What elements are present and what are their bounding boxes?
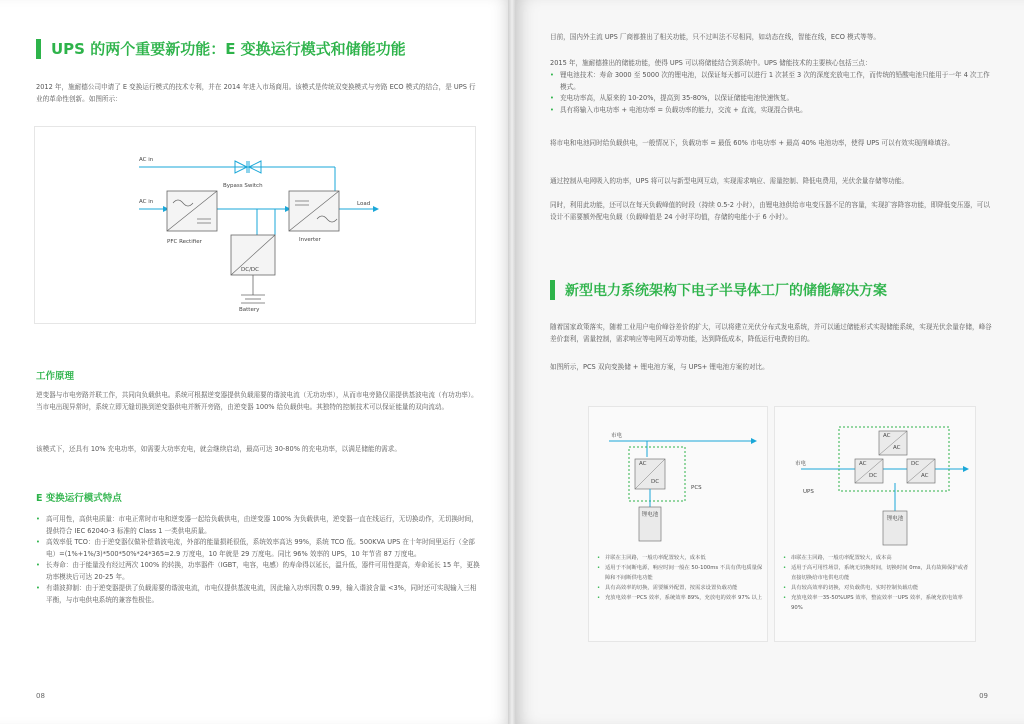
list-item: • 充放电效率一PCS 效率，系统效率 89%，充放电的效率 97% 以上 bbox=[597, 593, 763, 603]
right-page bbox=[512, 0, 1024, 724]
right-intro-p5: 同时，利用此功能，还可以在每天负载峰值的时段（持续 0.5-2 小时），由锂电池供给市电变压器不足的容量，实现扩容降容功能，即降低变压器，可以设计不需要额外配电负载（负载峰值是 24 小时平均值，存储的电能小于 6 小时）。 bbox=[550, 201, 990, 221]
ups-label: UPS bbox=[803, 489, 814, 495]
e-conversion-feature-list bbox=[36, 514, 480, 606]
ups-battery-label: 锂电池 bbox=[886, 516, 904, 522]
list-item: • 适用于高可用性场景，系统无切换时间，切换时间 0ms，具有故障保护或者直接切换给市电供电功能 bbox=[783, 563, 973, 583]
list-item: • 具有较高效率的切换，对负载供电，实时控制负载功能 bbox=[783, 583, 973, 593]
ups-ac-top-label-2: AC bbox=[893, 445, 901, 451]
list-item: • 具有将输入市电功率 + 电池功率 = 负载功率的能力，交流 + 直流，实现混合供电。 bbox=[550, 105, 990, 117]
left-page-title bbox=[36, 38, 406, 59]
working-principle-p1: 逆变器与市电旁路并联工作，共同向负载供电。系统可根据逆变器提供负载需要的谐波电流（无功功率），从而市电旁路仅需提供基波电流（有功功率）。当市电出现异常时，系统立即无缝切换到逆变器供电并断开旁路，由逆变器 100% 给负载供电。其独特的控制技术可以保证能量的双向流动。 bbox=[36, 391, 478, 411]
solution-p1: 随着国家政策落实，随着工业用户电价峰谷差价的扩大，可以将建立光伏分布式发电系统，并可以通过储能形式实现储能系统，实现光伏余量存储，峰谷差价套利，需量控制，需求响应等电网互动等功能，达到降低成本，降低运行电费的目的。 bbox=[550, 323, 992, 343]
diagram-battery-label: Battery bbox=[239, 307, 260, 313]
pcs-mains-label: 市电 bbox=[611, 433, 623, 439]
diagram-load-label: Load bbox=[357, 201, 371, 207]
right-intro-p2: 2015 年，施耐德推出的储能功能，使得 UPS 可以将储能结合到系统中。UPS 储能技术的主要核心包括三点： bbox=[550, 59, 872, 67]
right-intro-p3: 将市电和电池同时给负载供电，一般情况下，负载功率 = 最低 60% 市电功率 + 最高 40% 电池功率，使得 UPS 可以有效实现削峰填谷。 bbox=[550, 139, 954, 147]
title-accent-bar bbox=[550, 280, 555, 300]
pcs-feature-list bbox=[597, 553, 763, 603]
page-number-left: 08 bbox=[36, 692, 45, 700]
diagram-bypass-label: Bypass Switch bbox=[223, 183, 263, 189]
pcs-battery-label: 锂电池 bbox=[641, 512, 659, 518]
left-title-text: UPS 的两个重要新功能：E 变换运行模式和储能功能 bbox=[51, 40, 406, 58]
ups-ac-right-label: AC bbox=[921, 473, 929, 479]
ups-feature-list bbox=[783, 553, 973, 613]
diagram-ac-in-bottom: AC in bbox=[139, 199, 154, 205]
list-item: • 有谐波抑制：由于逆变器提供了负载需要的谐波电流，市电仅提供基波电流，因此输入功率因数 0.99，输入谐波含量 <3%，同时还可实现输入三相平衡，与市电供电系统的兼容性极佳。 bbox=[36, 583, 480, 606]
list-item: • 充电功率高，从原来的 10-20%，提高到 35-80%，以保证储能电池快速恢复。 bbox=[550, 93, 990, 105]
list-item: • 长寿命：由于能量没有经过两次 100% 的转换，功率器件（IGBT，电容，电感）的寿命得以延长，温升低，器件可用性提高，寿命延长 15 年，更换功率模块后可达 20-25 年。 bbox=[36, 560, 480, 583]
ups-ac-top-label: AC bbox=[883, 433, 891, 439]
list-item: • 具有高效率的切换，需要额外配置，按需求设置负载功能 bbox=[597, 583, 763, 593]
list-item: • 并联在主回路，一般功率配置较大，成本低 bbox=[597, 553, 763, 563]
e-conversion-svg bbox=[35, 127, 477, 325]
ups-mains-label: 市电 bbox=[795, 461, 807, 467]
list-item: • 串联在主回路，一般功率配置较大，成本高 bbox=[783, 553, 973, 563]
working-principle-p2: 该模式下，还具有 10% 充电功率，如需要大功率充电，就会继续启动，最高可达 30-80% 的充电功率，以满足储能的需求。 bbox=[36, 445, 401, 453]
diagram-inverter-label: Inverter bbox=[299, 237, 321, 243]
list-item: • 高可用性，高供电质量：市电正常时市电和逆变器一起给负载供电，由逆变器 100% 为负载供电，逆变器一直在线运行，无切换动作，无切换时间，提供符合 IEC 62040-3 标准的 Class 1 一类供电质量。 bbox=[36, 514, 480, 537]
right-page-title bbox=[550, 280, 887, 300]
ups-dc-left-label: DC bbox=[869, 473, 878, 479]
ups-dc-right-label: DC bbox=[911, 461, 920, 467]
pcs-diagram-svg bbox=[589, 407, 769, 643]
ups-ac-left-label: AC bbox=[859, 461, 867, 467]
book-gutter bbox=[508, 0, 516, 724]
list-item: • 锂电池技术：寿命 3000 至 5000 次的锂电池，以保证每天都可以进行 1 次甚至 3 次的深度充放电工作，而传统的铅酸电池只能用于一年 4 次工作模式。 bbox=[550, 70, 990, 93]
solution-p2: 如图所示，PCS 双向变换储 + 锂电池方案，与 UPS+ 锂电池方案的对比。 bbox=[550, 363, 769, 371]
list-item: • 充放电效率一35-50%UPS 效率，整流效率一UPS 效率，系统充放电效率 90% bbox=[783, 593, 973, 613]
e-conversion-diagram bbox=[34, 126, 476, 324]
right-intro-p1: 目前，国内外主流 UPS 厂商都推出了相关功能，只不过叫法不尽相同，如动态在线，智能在线，ECO 模式等等。 bbox=[550, 33, 880, 41]
right-title-text: 新型电力系统架构下电子半导体工厂的储能解决方案 bbox=[565, 283, 887, 299]
list-item: • 适用于不间断电源，响应时间一般在 50-100ms 不具有供电质量保障和不间断供电功能 bbox=[597, 563, 763, 583]
right-intro-p4: 通过控制从电网吸入的功率，UPS 将可以与新型电网互动，实现需求响应、需量控制、降低电费用，光伏余量存储等功能。 bbox=[550, 177, 908, 185]
page-number-right: 09 bbox=[979, 692, 988, 700]
storage-core-list bbox=[550, 70, 990, 116]
diagram-dcdc-label: DC/DC bbox=[241, 267, 260, 273]
pcs-label: PCS bbox=[691, 485, 702, 491]
section-e-conversion-features: E 变换运行模式特点 bbox=[36, 493, 122, 504]
section-working-principle: 工作原理 bbox=[36, 371, 75, 382]
pcs-dc-label: DC bbox=[651, 479, 660, 485]
title-accent-bar bbox=[36, 39, 41, 59]
list-item: • 高效率低 TCO：由于逆变器仅做补偿谐波电流，外部的能量损耗很低，系统效率高达 99%，系统 TCO 低。500KVA UPS 在十年时间里运行（全部电）=(1%+1%/3)*500*50%*24*365=2.9 万度电，10 年就是 29 万度电。同比 96% 效率的 UPS，10 年节省 87 万度电。 bbox=[36, 537, 480, 560]
ups-diagram bbox=[774, 406, 976, 642]
left-intro: 2012 年，施耐德公司申请了 E 变换运行模式的技术专利，并在 2014 年进入市场商用。该模式是传统双变换模式与旁路 ECO 模式的结合，是 UPS 行业的革命性创新。如图所示： bbox=[36, 83, 476, 103]
diagram-ac-in-top: AC in bbox=[139, 157, 154, 163]
diagram-pfc-label: PFC Rectifier bbox=[167, 239, 202, 245]
pcs-diagram bbox=[588, 406, 768, 642]
pcs-ac-label: AC bbox=[639, 461, 647, 467]
